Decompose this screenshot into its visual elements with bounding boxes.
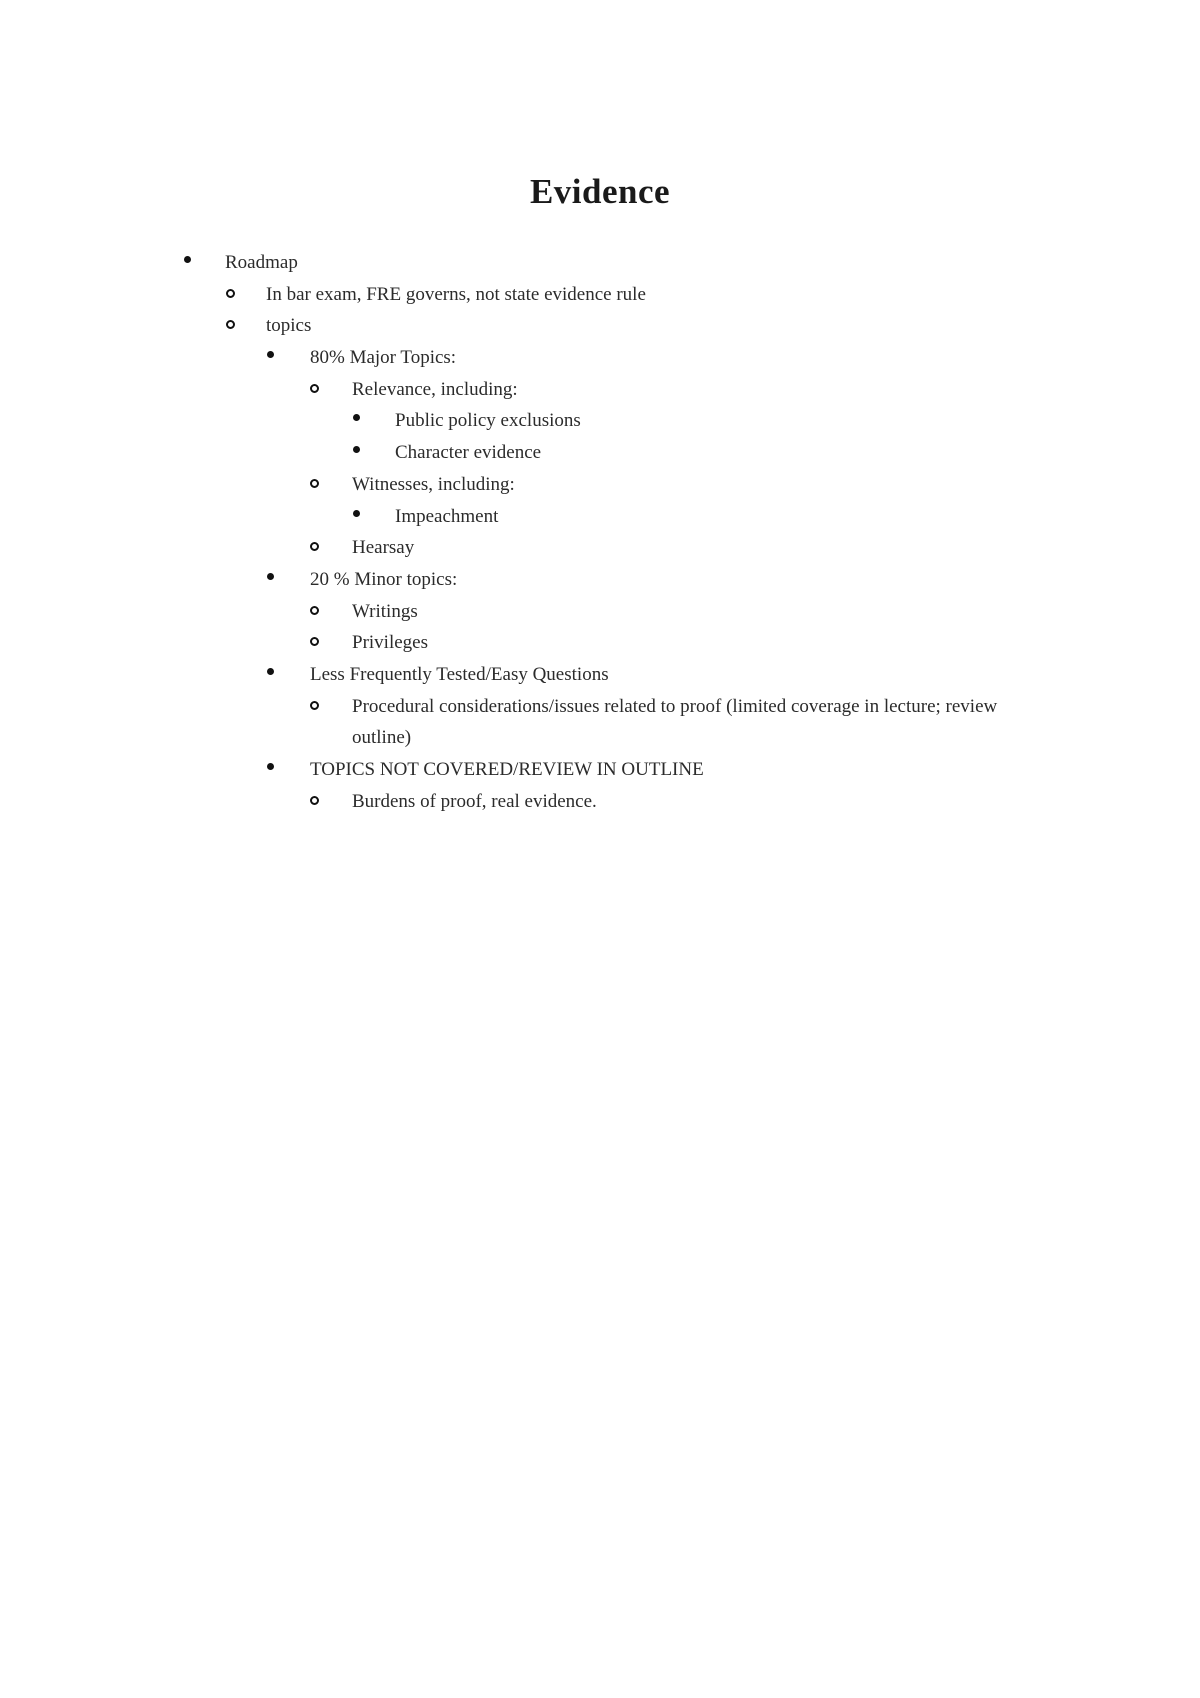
list-item-text: topics — [266, 315, 312, 337]
bullet-icon — [352, 405, 366, 437]
list-item — [0, 405, 1200, 437]
circle-bullet-icon — [310, 469, 324, 501]
list-item — [0, 627, 1200, 659]
list-item — [0, 501, 1200, 533]
circle-bullet-icon — [310, 627, 324, 659]
list-item-text: Procedural considerations/issues related to proof (limited coverage in lecture; review outline) — [352, 695, 998, 749]
list-item-text: 20 % Minor topics: — [310, 568, 458, 590]
circle-bullet-icon — [310, 374, 324, 406]
list-item-text: Privileges — [352, 632, 428, 654]
bullet-icon — [266, 659, 280, 691]
list-item-text: Less Frequently Tested/Easy Questions — [310, 663, 609, 685]
outline-list — [0, 247, 1200, 817]
list-item — [0, 786, 1200, 818]
list-item-text: Roadmap — [225, 252, 298, 273]
list-item — [0, 754, 1200, 786]
bullet-icon — [352, 437, 366, 469]
bullet-icon — [266, 754, 280, 786]
list-item — [0, 469, 1200, 501]
list-item-text: Hearsay — [352, 537, 415, 559]
list-item — [0, 596, 1200, 628]
list-item — [0, 374, 1200, 406]
list-item — [0, 564, 1200, 596]
circle-bullet-icon — [226, 279, 240, 311]
document-title: Evidence — [529, 172, 671, 211]
list-item — [0, 532, 1200, 564]
list-item-text: Impeachment — [395, 505, 499, 527]
list-item-text: In bar exam, FRE governs, not state evidence rule — [266, 283, 646, 305]
circle-bullet-icon — [310, 691, 324, 723]
list-item — [0, 342, 1200, 374]
bullet-icon — [183, 247, 197, 279]
list-item-text: Writings — [352, 600, 418, 622]
bullet-icon — [266, 342, 280, 374]
list-item — [0, 437, 1200, 469]
list-item-text: 80% Major Topics: — [310, 347, 457, 369]
bullet-icon — [352, 501, 366, 533]
list-item-text: Witnesses, including: — [352, 473, 515, 495]
list-item — [0, 247, 1200, 279]
circle-bullet-icon — [226, 310, 240, 342]
list-item — [0, 691, 1200, 754]
circle-bullet-icon — [310, 596, 324, 628]
list-item-text: Relevance, including: — [352, 378, 518, 400]
circle-bullet-icon — [310, 532, 324, 564]
list-item-text: Public policy exclusions — [395, 410, 581, 432]
list-item-text: Burdens of proof, real evidence. — [352, 790, 597, 812]
list-item-text: Character evidence — [395, 442, 542, 464]
list-item — [0, 659, 1200, 691]
list-item — [0, 310, 1200, 342]
list-item — [0, 279, 1200, 311]
list-item-text: TOPICS NOT COVERED/REVIEW IN OUTLINE — [310, 759, 704, 781]
bullet-icon — [266, 564, 280, 596]
circle-bullet-icon — [310, 786, 324, 818]
